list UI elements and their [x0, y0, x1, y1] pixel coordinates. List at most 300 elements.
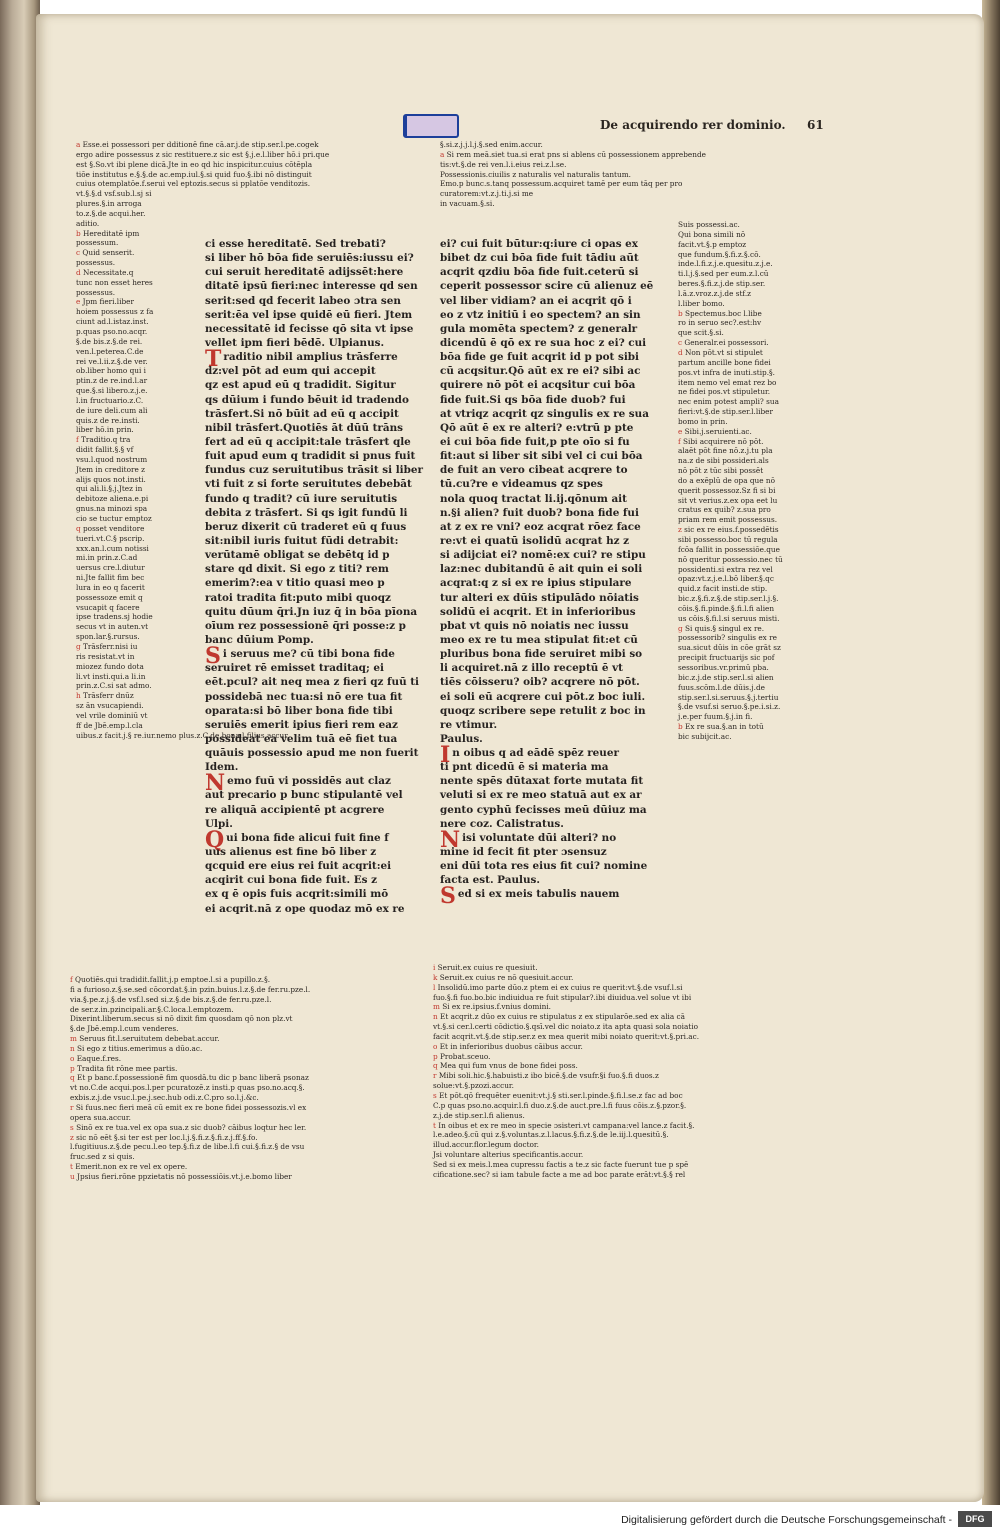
book-edge-left	[0, 0, 40, 1505]
main-text-line: vti fuit z si forte seruitutes debebāt	[205, 478, 412, 491]
gloss-line: d Non pōt.vt si stipulet	[678, 347, 763, 357]
main-text-line: bōa fide ge fuit acqrit id p pot sibi	[440, 351, 639, 364]
main-text-line: fundus cuz seruitutibus trāsit si liber	[205, 464, 423, 477]
main-text-line: dz:vel pōt ad eum qui accepit	[205, 365, 376, 378]
gloss-line: nō queritur possessio.nec tū	[678, 554, 783, 564]
gloss-line: Qui bona simili nō	[678, 229, 746, 239]
gloss-marker: g	[678, 623, 685, 633]
gloss-line: c Generalr.ei possessori.	[678, 338, 769, 348]
gloss-line: h Trāsferr dnūz	[76, 691, 134, 701]
gloss-line: b Spectemus.boc l.libe	[678, 308, 762, 318]
gloss-line: fruc.sed z si quis.	[70, 1152, 135, 1162]
gloss-line: possessorib? singulis ex re	[678, 633, 777, 643]
gloss-line: possidenti.si extra rez vel	[678, 564, 773, 574]
rubricated-initial: S	[440, 883, 456, 910]
gloss-marker: u	[70, 1171, 78, 1181]
gloss-line: hoiem possessus z fa	[76, 307, 154, 317]
gloss-marker: f	[76, 435, 82, 445]
main-text-line: fert ad eū q accipit:tale trāsfert qle	[205, 435, 411, 448]
main-text-line: qz est apud eū q tradidit. Sigitur	[205, 379, 396, 392]
main-text-line: Nemo fuū vi possidēs aut claz	[205, 770, 391, 797]
gloss-line: k Seruit.ex cuius re nō quesiuit.accur.	[433, 972, 574, 982]
main-text-line: possidebā nec tua:si nō ere tua fit	[205, 690, 403, 703]
gloss-marker: t	[70, 1162, 76, 1172]
gloss-line: ptin.z de re.ind.l.ar	[76, 376, 148, 386]
gloss-line: bic.z.j.de stip.ser.l.si alien	[678, 672, 774, 682]
gloss-line: pos.vt infra de inuti.stip.§.	[678, 367, 775, 377]
footer-bar	[0, 1505, 1000, 1537]
gloss-line: que fundum.§.fi.z.§.cō.	[678, 249, 761, 259]
gloss-line: cificatione.sec? si iam tabule facte a me ad boc parate erāt:vt.§.§ rel	[433, 1169, 686, 1179]
gloss-line: z sic ex re eius.f.possedētis	[678, 525, 779, 535]
rubricated-initial: N	[440, 826, 461, 853]
gloss-marker: s	[70, 1122, 77, 1132]
gloss-marker: z	[70, 1132, 77, 1142]
main-text-line: at vtriqz acqrit qz singulis ex re sua	[440, 407, 649, 420]
main-text-line: dicendū ē qō ex re sua hoc z ei? cui	[440, 336, 647, 349]
running-head: De acquirendo rer dominio.	[600, 118, 786, 132]
gloss-line: a Esse.ei possessori per dditionē fine cā.ar.j.de stip.ser.l.pe.cogek	[76, 140, 319, 149]
main-text-line: nibil trāsfert.Quotiēs āt dūū trāns	[205, 421, 404, 434]
gloss-line: §.de vsuf.si seruo.§.pe.i.si.z.	[678, 702, 781, 712]
gloss-line: facit acqrit.vt.§.de stip.ser.z ex mea querit mibi noiato querit:vt.§.pri.ac.	[433, 1031, 700, 1041]
main-text-line: eēt.pcul? ait neq mea z fieri qz fuū ti	[205, 676, 419, 689]
main-text-line: ceperit possessor scire cū alienuz eē	[440, 280, 654, 293]
main-text-line: Paulus.	[440, 732, 483, 745]
gloss-marker: o	[433, 1041, 440, 1051]
gloss-line: f Sibi acquirere nō pōt.	[678, 436, 764, 446]
main-text-line: emerim?:ea v titio quasi meo p	[205, 577, 385, 590]
gloss-marker: l	[433, 982, 438, 992]
main-text-line: vel liber vidiam? an ei acqrit qō i	[440, 294, 632, 307]
main-text-line: cui seruit hereditatē adijssēt:here	[205, 266, 404, 279]
gloss-line: q Et p banc.f.possessionē fim quosdā.tu dic p banc liberā psonaz	[70, 1073, 309, 1083]
gloss-line: do a exēplū de opa que nō	[678, 475, 775, 485]
gloss-line: alijs quos not.insti.	[76, 474, 146, 484]
main-text-line: Qō aūt ē ex re alteri? e:vtrū p pte	[440, 421, 634, 434]
gloss-marker: d	[76, 267, 83, 277]
gloss-marker: h	[76, 691, 84, 701]
main-text-line: ti pnt dicedū ē si materia ma	[440, 761, 609, 774]
main-text-line: nola quoq tractat li.ij.qōnum ait	[440, 492, 627, 505]
gloss-line: sibi possesso.boc tū regula	[678, 535, 778, 544]
gloss-marker: f	[678, 436, 684, 446]
gloss-line: bic subijcit.ac.	[678, 731, 732, 741]
gloss-line: m Si ex re.ipsius.f.vnius domini.	[433, 1002, 551, 1012]
gloss-line: opaz:vt.z.j.e.l.bō liber.§.qc	[678, 574, 774, 584]
gloss-line: g Si quis.§ singul ex re.	[678, 623, 765, 633]
main-text-line: at z ex re vni? eoz acqrat rōez face	[440, 520, 641, 533]
gloss-line: tueri.vt.C.§ pscrip.	[76, 533, 145, 543]
main-text-line: fide fuit.Si qs bōa fide duob? fui	[440, 393, 626, 406]
gloss-line: que.§.si libero.z.j.e.	[76, 386, 148, 396]
gloss-line: ni.Jte fallit fim bec	[76, 573, 145, 583]
main-text-line: n.§i alien? fuit duob? bona fide fui	[440, 506, 639, 519]
rubricated-initial: S	[205, 643, 221, 670]
gloss-line: ro in seruo sec?.est:hv	[678, 318, 762, 328]
book-edge-right	[982, 0, 1000, 1505]
main-text-line: laz:nec dubitandū ē ait quin ei soli	[440, 563, 643, 576]
gloss-line: possessoze emit q	[76, 592, 143, 602]
main-text-line: nente spēs dūtaxat forte mutata fit	[440, 775, 644, 788]
gloss-line: §.de Jbē.emp.l.cum venderes.	[70, 1024, 179, 1034]
gloss-line: c Quid senserit.	[76, 248, 135, 258]
main-text-line: bibet dz cui bōa fide fuit tādiu aūt	[440, 252, 639, 265]
gloss-marker: q	[70, 1073, 77, 1083]
main-text-line: Ulpi.	[205, 817, 233, 830]
gloss-line: possessum.	[76, 238, 119, 248]
gloss-line: q posset venditore	[76, 523, 145, 533]
main-text-line: possideat ea velim tuā eē fiet tua	[205, 732, 398, 745]
gloss-marker: q	[433, 1061, 440, 1071]
gloss-marker: b	[76, 228, 83, 238]
gloss-line: e Jpm fieri.liber	[76, 297, 134, 307]
gloss-line: l.in fructuario.z.C.	[76, 395, 144, 405]
gloss-marker: e	[678, 426, 685, 436]
gloss-line: in vacuam.§.si.	[440, 199, 495, 209]
gloss-line: spon.lar.§.rursus.	[76, 632, 140, 642]
gloss-line: z sic nō eēt §.si ter est per loc.l.j.§.fi.z.§.fi.z.j.ff.§.fo.	[70, 1132, 258, 1142]
gloss-line: l.liber bomo.	[678, 298, 725, 308]
gloss-line: z.j.de stip.ser.l.fi alienus.	[433, 1110, 525, 1120]
main-text-line: qcquid ere eius rei fuit acqrit:ei	[205, 860, 392, 873]
gloss-line: solue:vt.§.pzozi.accur.	[433, 1081, 514, 1091]
main-text-line: quirere nō pōt ei acqsitur cui bōa	[440, 379, 636, 392]
main-text-line: mine id fecit fit pter ɔsensuz	[440, 846, 607, 859]
gloss-line: sit vt verius.z.ex opa eet lu	[678, 495, 778, 505]
main-text-line: debita z trāsfert. Si qs igit fundū li	[205, 506, 408, 519]
gloss-line: f Traditio.q tra	[76, 435, 131, 445]
gloss-line: tis:vt.§.de rei ven.l.i.eius rei.z.l.se.	[440, 159, 567, 169]
gloss-line: l.ā.z.vroz.z.j.de stf.z	[678, 288, 751, 298]
gloss-marker: n	[433, 1012, 441, 1022]
gloss-line: qui ali.li.§.j.Jtez in	[76, 484, 143, 494]
main-text-line: necessitatē id fecisse qō sita vt ipse	[205, 322, 414, 335]
gloss-line: vel vrile dominiū vt	[76, 710, 148, 720]
gloss-line: quis.z de re.insti.	[76, 415, 140, 425]
gloss-line: u Jpsius fieri.rōne ppzietatis nō possessiōis.vt.j.e.bomo liber	[70, 1171, 292, 1181]
gloss-line: ne fidei pos.vt stipuletur.	[678, 387, 771, 397]
gloss-marker: z	[678, 525, 685, 535]
main-text-line: Sed si ex meis tabulis nauem	[440, 883, 620, 910]
gloss-marker: c	[678, 338, 685, 348]
main-text-line: fuit apud eum q tradidit si pnus fuit	[205, 450, 416, 463]
main-text-line: ratoi tradita fit:puto mibi quoqz	[205, 591, 391, 604]
main-text-line: fundo q tradit? cū iure seruitutis	[205, 492, 398, 505]
main-text-line: ei cui bōa fide fuit,p pte oīo si fu	[440, 435, 630, 448]
rubricated-initial: N	[205, 770, 226, 797]
gloss-line: Possessionis.ciuilis z naturalis vel naturalis tantum.	[440, 169, 631, 179]
gloss-line: d Necessitate.q	[76, 267, 134, 277]
main-text-line: ei acqrit.nā z ope quodaz mō ex re	[205, 902, 405, 915]
gloss-line: beres.§.fi.z.j.de stip.ser.	[678, 279, 766, 289]
gloss-line: vsucapit q facere	[76, 602, 140, 612]
main-text-line: fit:aut si liber sit sibi vel ci cui bōa	[440, 450, 643, 463]
gloss-line: Emo.p bunc.s.tanq possessum.acquiret tamē per eum tāq per pro	[440, 179, 683, 189]
gloss-marker: p	[70, 1063, 77, 1073]
gloss-line: est §.So.vt ibi plene dicā.Jte in eo qd hic inspicitur.cuius cōtēpla	[76, 159, 313, 169]
gloss-line: item nemo vel emat rez bo	[678, 377, 777, 387]
gloss-line: stip.ser.l.si.seruus.§.j.tertiu	[678, 692, 779, 702]
main-text-line: ei soli eū acqrere cui pōt.z boc iuli.	[440, 690, 646, 703]
gloss-line: tiōe institutus e.§.§.de ac.emp.iul.§.si quid fuo.§.ibi nō distinguit	[76, 169, 312, 179]
main-text-line: cū acqsitur.Qō aūt ex re ei? sibi ac	[440, 365, 641, 378]
gloss-marker: k	[433, 972, 440, 982]
main-text-line: acqirit cui bona fide fuit. Es z	[205, 874, 377, 887]
gloss-line: bomo in prin.	[678, 416, 728, 426]
gloss-line: miozez fundo dota	[76, 661, 144, 671]
gloss-line: gnus.na minozi spa	[76, 504, 148, 514]
gloss-line: Jtem in creditore z	[76, 464, 145, 474]
main-text-line: pluribus bona fide seruiret mibi so	[440, 648, 643, 661]
gloss-line: cuius otemplatōe.f.serui vel eptozis.secus si pplatōe venditozis.	[76, 179, 311, 189]
gloss-line: inde.l.fi.z.j.e.quesitu.z.j.e.	[678, 259, 773, 269]
main-text-line: de fuit an vero cibeat acqrere to	[440, 464, 628, 477]
blue-paragraph-mark	[403, 114, 459, 138]
gloss-line: p Probat.sceuo.	[433, 1051, 491, 1061]
gloss-line: sua.sicut dūis in cōe grāt sz	[678, 643, 781, 653]
gloss-line: sessoribus.vr.primū pba.	[678, 662, 769, 672]
gloss-line: curatorem:vt.z.j.ti.j.si me	[440, 189, 534, 199]
footer-credit: Digitalisierung gefördert durch die Deutsche Forschungsgemeinschaft -	[621, 1514, 952, 1526]
main-text-line: Nisi voluntate dūi alteri? no	[440, 826, 617, 853]
gloss-line: l Insolidū.imo parte dūo.z ptem ei ex cuius re querit:vt.§.de vsuf.l.si	[433, 982, 683, 992]
gloss-line: p Tradita fit rōne mee partis.	[70, 1063, 178, 1073]
main-text-left-column	[205, 237, 430, 977]
gloss-line: opera sua.accur.	[70, 1112, 131, 1122]
gloss-line: aditio.	[76, 218, 100, 228]
gloss-line: possessus.	[76, 287, 116, 297]
main-text-line: Si seruus me? cū tibi bona fide	[205, 643, 395, 670]
gloss-line: t In oibus et ex re meo in specie ɔsisteri.vt campana:vel lance.z facit.§.	[433, 1120, 695, 1130]
main-text-line: gento cyphū fecisses meū dūiuz ma	[440, 803, 647, 816]
gloss-line: b Ex re sua.§.an in totū	[678, 722, 764, 732]
gloss-marker: d	[678, 347, 685, 357]
main-text-line: Qui bona fide alicui fuit fine f	[205, 826, 389, 853]
main-text-line: eni dūi tota res eius fit cui? nomine	[440, 860, 648, 873]
main-text-line: serit:ēa vel ipse quidē eū fieri. Jtem	[205, 308, 413, 321]
gloss-line: ven.l.peterea.C.de	[76, 346, 144, 356]
main-text-line: gula momēta spectem? z generalr	[440, 322, 638, 335]
main-text-line: trāsfert.Si nō būit ad eū q accipit	[205, 407, 399, 420]
main-text-line: beruz dixerit cū traderet eū q fuus	[205, 520, 407, 533]
gloss-line: n Et acqrit.z dūo ex cuius re stipulatus z ex stipularōe.sed ex alia cā	[433, 1012, 685, 1022]
rubricated-initial: Q	[205, 826, 225, 853]
main-text-line: si adijciat ei? nomē:ex cui? re stipu	[440, 549, 646, 562]
gloss-line: j.e.per fuum.§.j.in fi.	[678, 712, 753, 722]
gloss-line: facit.vt.§.p emptoz	[678, 239, 747, 249]
gloss-line: cratus ex quib? z.sua pro	[678, 505, 771, 515]
main-text-line: sit:nibil iuris fuitut fūdi detrabit:	[205, 534, 399, 547]
main-text-line: tur alteri ex dūis stipulādo nōiatis	[440, 591, 639, 604]
gloss-line: Sed si ex meis.l.mea cupressu factis a te.z sic facte fuerunt tue p spē	[433, 1159, 689, 1169]
gloss-line: fi a furioso.z.§.se.sed cōcordat.§.in pzin.buius.l.z.§.de fer.ru.pze.l.	[70, 984, 311, 994]
gloss-marker: b	[678, 722, 685, 732]
main-text-line: serit:sed qd fecerit labeo ɔtra sen	[205, 294, 401, 307]
gloss-line: cio se tuctur emptoz	[76, 514, 152, 523]
main-text-line: stare qd dixit. Si ego z titi? rem	[205, 563, 389, 576]
main-text-line: seruiret rē emisset traditaq; ei	[205, 662, 384, 675]
gloss-line: fieri:vt.§.de stip.ser.l.liber	[678, 407, 773, 417]
gloss-marker: f	[70, 975, 76, 984]
gloss-line: l.fugitiuus.z.§.de pecu.l.eo tep.§.fi.z de libe.l.fi cui.§.fi.z.§ de vsu	[70, 1142, 305, 1152]
main-text-line: In oibus q ad eādē spēz reuer	[440, 742, 619, 769]
gloss-line: o Et in inferioribus duobus cāibus accur.	[433, 1041, 583, 1051]
rubricated-initial: I	[440, 742, 451, 769]
main-text-line: aut precario p bunc stipulantē vel	[205, 789, 403, 802]
gloss-marker: p	[433, 1051, 440, 1061]
main-text-line: ci esse hereditatē. Sed trebati?	[205, 238, 386, 250]
gloss-line: §.si.z.j.j.l.j.§.sed enim.accur.	[440, 140, 543, 149]
gloss-line: vsu.l.quod nostrum	[76, 454, 148, 464]
gloss-line: g Trāsferr.nisi iu	[76, 641, 138, 651]
main-text-line: verūtamē obligat se debētq id p	[205, 549, 390, 562]
gloss-marker: o	[70, 1053, 77, 1063]
main-text-line: meo ex re tu mea stipulat fit:et cū	[440, 633, 638, 646]
main-text-line: qs dūium i fundo bēuit id tradendo	[205, 393, 409, 406]
gloss-marker: t	[433, 1120, 439, 1130]
gloss-line: ciunt ad.l.istaz.inst.	[76, 317, 149, 327]
gloss-line: que scit.§.si.	[678, 328, 724, 338]
gloss-line: vt.§.§.d vsf.sub.l.sj si	[76, 189, 152, 199]
main-text-line: re aliquā accipientē pt acgrere	[205, 803, 385, 816]
gloss-line: s Sinō ex re tua.vel ex opa sua.z sic duob? cāibus loqtur hec ler.	[70, 1122, 307, 1132]
gloss-line: cōis.§.fi.pinde.§.fi.l.fi alien	[678, 603, 775, 613]
gloss-marker: a	[440, 149, 447, 159]
gloss-line: p.quas pso.no.acqr.	[76, 326, 148, 336]
gloss-marker: e	[76, 297, 83, 307]
gloss-line: uibus.z facit.j.§ re.iur.nemo plus.z.C.de bona.l.filius.accur.	[76, 730, 290, 740]
main-text-line: seruiēs emerit ipius fieri rem eaz	[205, 718, 398, 731]
main-text-line: re vtimur.	[440, 718, 498, 731]
gloss-marker: g	[76, 641, 83, 651]
gloss-line: na.z de sibi possideri.als	[678, 456, 769, 466]
main-text-line: si liber hō bōa fide seruiēs:iussu ei?	[205, 252, 414, 265]
main-text-line: nere coz. Calistratus.	[440, 817, 564, 830]
main-text-line: Traditio nibil amplius trāsferre	[205, 346, 398, 373]
gloss-line: possessus.	[76, 258, 116, 268]
gloss-line: uersus cre.l.diutur	[76, 563, 145, 573]
folio-number: 61	[807, 118, 824, 132]
gloss-line: tunc non esset heres	[76, 277, 153, 287]
gloss-bottom-left	[70, 975, 420, 1295]
gloss-line: ti.l.j.§.sed per eum.z.l.cū	[678, 269, 769, 279]
main-text-line: quitu dūum q̄ri.Jn iuz q̄ in bōa pīona	[205, 605, 418, 618]
gloss-marker: r	[433, 1071, 439, 1081]
main-text-right-column	[440, 237, 675, 967]
gloss-line: bic.z.§.fi.z.§.de stip.ser.l.j.§.	[678, 594, 779, 604]
gloss-line: vt no.C.de acqui.pos.l.per pcuratozē.z insti.p quas pso.no.acq.§.	[70, 1083, 305, 1093]
main-text-line: acqrit qzdiu bōa fide fuit.ceterū si	[440, 266, 639, 279]
gloss-line: n Si ego z titius.emerimus a dūo.ac.	[70, 1043, 203, 1053]
gloss-marker: c	[76, 248, 83, 258]
gloss-line: to.z.§.de acqui.her.	[76, 208, 146, 218]
main-text-line: re:vt ei quatū isolidū acqrat hz z	[440, 534, 630, 547]
main-text-line: quāuis possessio apud me non fuerit	[205, 747, 419, 760]
gloss-line: e Sibi.j.seruienti.ac.	[678, 426, 752, 436]
main-text-line: tiēs cōisseru? oib? acqrere nō pōt.	[440, 676, 640, 689]
gloss-line: mi.in prin.z.C.ad	[76, 553, 138, 563]
gloss-line: ergo adire possessus z sic restituere.z sic est §.j.e.l.liber hō.i pri.que	[76, 149, 330, 159]
main-text-line: pbat vt quis nō noiatis nec iussu	[440, 619, 629, 632]
main-text-line: oīum rez possessionē q̄ri posse:z p	[205, 619, 406, 632]
gloss-marker: s	[433, 1090, 440, 1100]
gloss-line: de iure deli.cum ali	[76, 405, 148, 415]
gloss-marker: b	[678, 308, 685, 318]
gloss-line: r Mibi soli.hic.§.habuisti.z ibo bicē.§.de vsufr.§i fuo.§.fi duos.z	[433, 1071, 659, 1081]
gloss-line: ff de Jbē.emp.l.cla	[76, 720, 143, 730]
gloss-line: Jsi voluntare alterius specificantis.accur.	[433, 1150, 584, 1160]
gloss-right	[678, 220, 828, 960]
gloss-marker: a	[76, 140, 83, 149]
gloss-line: plures.§.in arroga	[76, 199, 142, 208]
gloss-line: partum ancille bone fidei	[678, 357, 771, 367]
gloss-line: Suis possessi.ac.	[678, 220, 740, 229]
main-text-line: acqrat:q z si ex re ipius stipulare	[440, 577, 632, 590]
gloss-line: s Et pōt.qō frequēter euenit:vt.j.§ sti.ser.l.pinde.§.fi.l.se.z fac ad boc	[433, 1090, 683, 1100]
gloss-marker: i	[433, 963, 438, 972]
gloss-line: m Seruus fit.l.seruitutem debebat.accur.	[70, 1034, 220, 1044]
gloss-line: liber hō.in prin.	[76, 425, 134, 435]
main-text-line: veluti si ex re meo statuā aut ex ar	[440, 789, 642, 802]
gloss-line: sz ān vsucapiendi.	[76, 701, 144, 711]
gloss-line: a Si rem meā.siet tua.si erat pns si ablens cū possessionem apprebende	[440, 149, 706, 159]
gloss-line: de ser.z.in.pzincipali.ar.§.C.loca.l.emptozem.	[70, 1004, 234, 1014]
gloss-line: xxx.an.l.cum notissi	[76, 543, 149, 553]
gloss-line: via.§.pe.z.j.§.de vsf.l.sed si.z.§.de bis.z.§.de fer.ru.pze.l.	[70, 994, 272, 1004]
gloss-line: Dixerint.liberum.secus si nō dixit fim quosdam qō non plz.vt	[70, 1014, 293, 1024]
gloss-line: q Mea qui fum vnus de bone fidei poss.	[433, 1061, 578, 1071]
gloss-line: f Quotiēs.qui tradidit.fallit.j.p emptoe.l.si a pupillo.z.§.	[70, 975, 271, 984]
gloss-line: priam rem emit possessus.	[678, 515, 778, 525]
gloss-line: ob.liber homo qui i	[76, 366, 146, 376]
main-text-line: ei? cui fuit būtur:q:iure ci opas ex	[440, 238, 638, 250]
gloss-line: nō pōt z tūc sibi possēt	[678, 466, 764, 476]
main-text-line: eo z vtz initiū i eo spectem? an sin	[440, 308, 641, 321]
gloss-line: r Si fuus.nec fieri meā cū emit ex re bone fidei possessozis.vl ex	[70, 1102, 307, 1112]
gloss-line: us cōis.§.fi.l.si seruus misti.	[678, 613, 780, 623]
gloss-marker: m	[433, 1002, 443, 1012]
gloss-line: fuus.scōm.l.de dūis.j.de	[678, 682, 765, 692]
gloss-line: quid.z facit insti.de stip.	[678, 584, 768, 594]
gloss-line: li.vt insti.qui.a li.in	[76, 671, 146, 681]
main-text-line: tū.cu?re e videamus qz spes	[440, 478, 603, 491]
gloss-line: debitoze aliena.e.pi	[76, 494, 149, 504]
gloss-line: didit fallit.§.§ vf	[76, 445, 134, 455]
main-text-line: ditatē ipsū fieri:nec interesse qd sen	[205, 280, 418, 293]
gloss-line: o Eaque.f.res.	[70, 1053, 122, 1063]
gloss-marker: m	[70, 1034, 80, 1044]
gloss-marker: r	[70, 1102, 76, 1112]
gloss-line: secus vt in auten.vt	[76, 622, 149, 632]
gloss-line: t Emerit.non ex re vel ex opere.	[70, 1162, 188, 1172]
main-text-line: Idem.	[205, 761, 239, 774]
gloss-line: lura in eo q facerit	[76, 582, 145, 592]
gloss-line: §.de bis.z.§.de rei.	[76, 336, 143, 346]
gloss-line: fuo.§.fi fuo.bo.bic indiuidua re fuit stipular?.ibi diuidua.vel solue vt ibi	[433, 992, 692, 1002]
gloss-marker: q	[76, 523, 83, 533]
gloss-marker: n	[70, 1043, 78, 1053]
gloss-line: b Hereditatē ipm	[76, 228, 140, 238]
gloss-line: alaēt pōt fine nō.z.j.tu pla	[678, 446, 773, 456]
gloss-line: i Seruit.ex cuius re quesiuit.	[433, 963, 538, 972]
gloss-line: prin.z.C.si sat admo.	[76, 681, 152, 691]
gloss-line: precipit fructuarijs sic pof	[678, 653, 775, 663]
gloss-line: l.e.adeo.§.cū qui z.§.voluntas.z.l.lacus.§.fi.z.§.de le.iij.l.quesitū.§.	[433, 1130, 669, 1140]
main-text-line: quoqz scribere sepe retulit z boc in	[440, 704, 646, 717]
main-text-line: banc dūium Pomp.	[205, 633, 314, 646]
gloss-line: ris resistat.vt in	[76, 651, 135, 661]
